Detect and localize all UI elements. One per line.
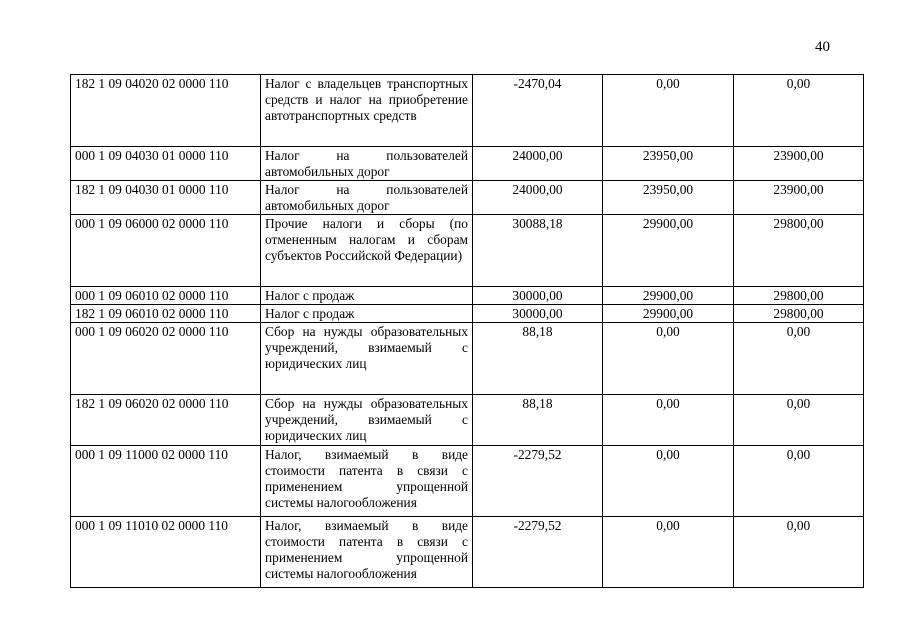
amount-year-1: 30000,00 — [473, 287, 603, 305]
amount-year-1: 30088,18 — [473, 215, 603, 287]
amount-year-1: -2279,52 — [473, 446, 603, 517]
table-row — [71, 517, 864, 588]
amount-year-1: 24000,00 — [473, 147, 603, 181]
classification-code: 000 1 09 06010 02 0000 110 — [71, 287, 261, 305]
revenue-name: Налог с продаж — [261, 305, 473, 323]
revenue-name: Налог на пользователей автомобильных дорог — [261, 181, 473, 215]
table-row — [71, 181, 864, 215]
amount-year-3: 23900,00 — [734, 181, 864, 215]
amount-year-3: 0,00 — [734, 323, 864, 395]
amount-year-1: 88,18 — [473, 395, 603, 446]
amount-year-3: 29800,00 — [734, 305, 864, 323]
amount-year-3: 23900,00 — [734, 147, 864, 181]
amount-year-3: 29800,00 — [734, 215, 864, 287]
classification-code: 182 1 09 06010 02 0000 110 — [71, 305, 261, 323]
table-row — [71, 395, 864, 446]
amount-year-1: 24000,00 — [473, 181, 603, 215]
table-row — [71, 305, 864, 323]
page-number: 40 — [815, 39, 830, 55]
amount-year-1: -2279,52 — [473, 517, 603, 588]
revenue-name: Сбор на нужды образовательных учреждений, взимаемый с юридических лиц — [261, 323, 473, 395]
amount-year-2: 0,00 — [603, 75, 734, 147]
amount-year-2: 23950,00 — [603, 147, 734, 181]
amount-year-3: 29800,00 — [734, 287, 864, 305]
classification-code: 000 1 09 11010 02 0000 110 — [71, 517, 261, 588]
table-row — [71, 323, 864, 395]
amount-year-3: 0,00 — [734, 395, 864, 446]
classification-code: 182 1 09 04030 01 0000 110 — [71, 181, 261, 215]
table-row — [71, 215, 864, 287]
revenue-name: Налог с владельцев транспортных средств и налог на приобретение автотранспортных средств — [261, 75, 473, 147]
classification-code: 000 1 09 11000 02 0000 110 — [71, 446, 261, 517]
revenue-name: Прочие налоги и сборы (по отмененным налогам и сборам субъектов Российской Федерации) — [261, 215, 473, 287]
budget-revenue-table — [70, 74, 864, 588]
revenue-name: Налог, взимаемый в виде стоимости патента в связи с применением упрощенной системы налогообложения — [261, 446, 473, 517]
amount-year-1: 30000,00 — [473, 305, 603, 323]
amount-year-2: 0,00 — [603, 395, 734, 446]
amount-year-2: 0,00 — [603, 517, 734, 588]
amount-year-2: 29900,00 — [603, 287, 734, 305]
revenue-name: Сбор на нужды образовательных учреждений, взимаемый с юридических лиц — [261, 395, 473, 446]
amount-year-2: 23950,00 — [603, 181, 734, 215]
revenue-name: Налог с продаж — [261, 287, 473, 305]
amount-year-2: 29900,00 — [603, 215, 734, 287]
amount-year-3: 0,00 — [734, 75, 864, 147]
amount-year-1: -2470,04 — [473, 75, 603, 147]
amount-year-2: 0,00 — [603, 323, 734, 395]
table-row — [71, 287, 864, 305]
table-row — [71, 147, 864, 181]
amount-year-2: 0,00 — [603, 446, 734, 517]
amount-year-2: 29900,00 — [603, 305, 734, 323]
classification-code: 000 1 09 04030 01 0000 110 — [71, 147, 261, 181]
classification-code: 182 1 09 04020 02 0000 110 — [71, 75, 261, 147]
amount-year-3: 0,00 — [734, 517, 864, 588]
classification-code: 000 1 09 06020 02 0000 110 — [71, 323, 261, 395]
revenue-name: Налог, взимаемый в виде стоимости патента в связи с применением упрощенной системы налогообложения — [261, 517, 473, 588]
classification-code: 182 1 09 06020 02 0000 110 — [71, 395, 261, 446]
classification-code: 000 1 09 06000 02 0000 110 — [71, 215, 261, 287]
table-row — [71, 75, 864, 147]
amount-year-3: 0,00 — [734, 446, 864, 517]
revenue-name: Налог на пользователей автомобильных дорог — [261, 147, 473, 181]
amount-year-1: 88,18 — [473, 323, 603, 395]
table-row — [71, 446, 864, 517]
